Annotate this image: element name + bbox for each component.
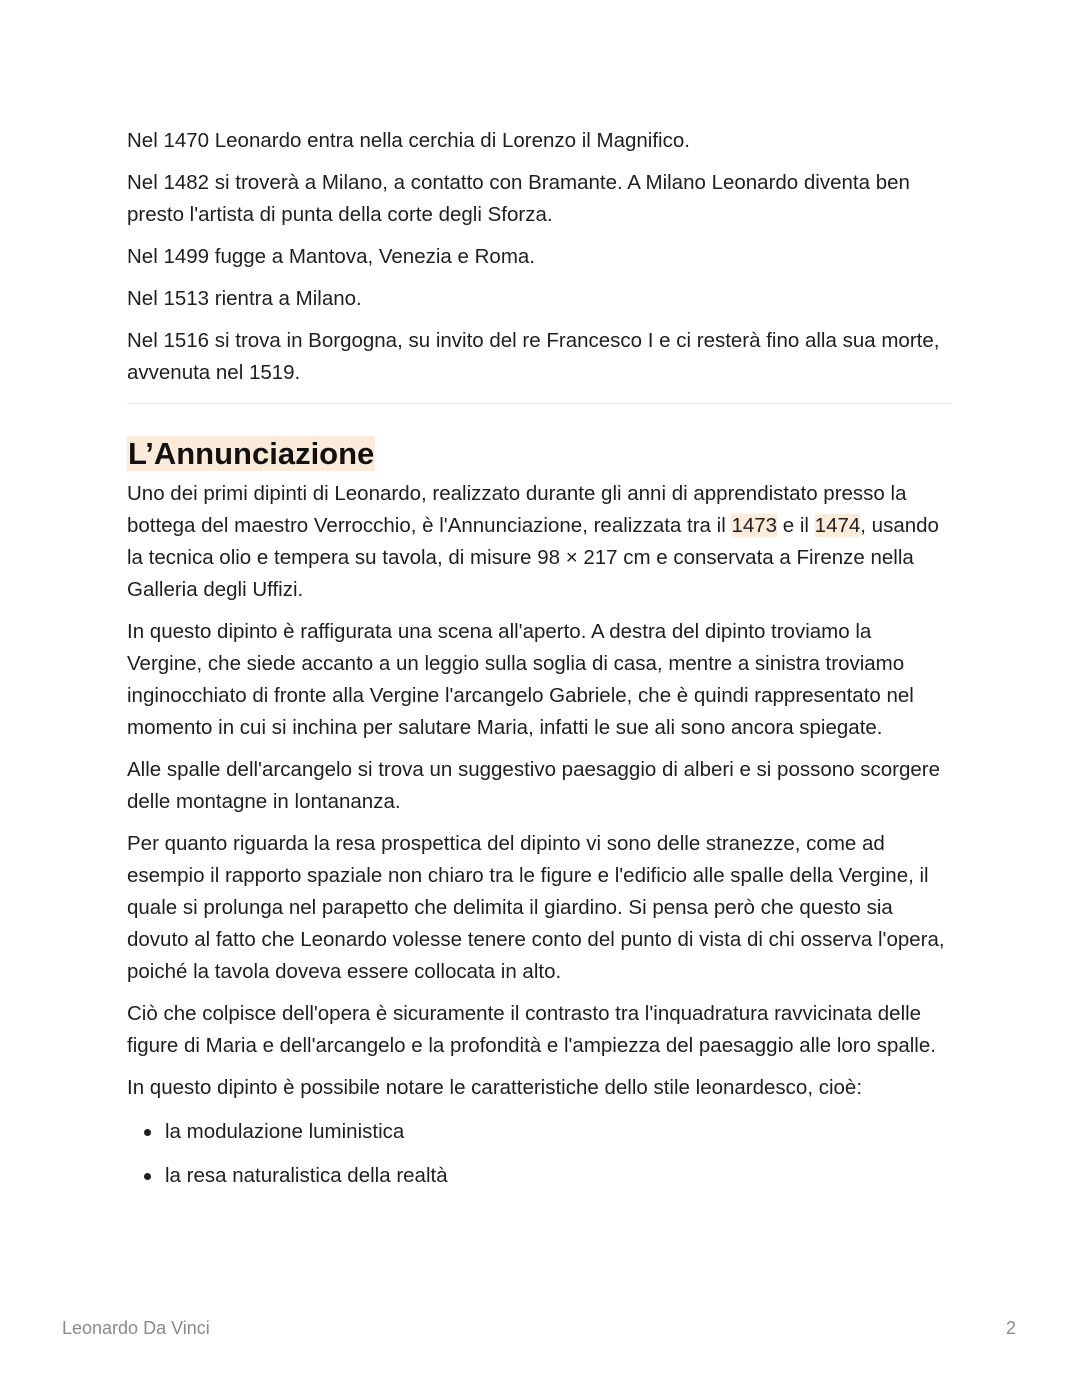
list-item: la modulazione luministica <box>165 1116 952 1148</box>
timeline-entry-1516: Nel 1516 si trova in Borgogna, su invito del re Francesco I e ci resterà fino alla sua morte, avvenuta nel 1519. <box>127 329 940 384</box>
highlighted-year-start: 1473 <box>731 514 778 537</box>
footer-document-title: Leonardo Da Vinci <box>62 1318 210 1338</box>
section-divider <box>127 403 952 404</box>
paragraph-contrast: Ciò che colpisce dell'opera è sicuramente il contrasto tra l'inquadratura ravvicinata delle figure di Maria e dell'arcangelo e la profondità e l'ampiezza del paesaggio alle loro spalle. <box>127 1002 936 1057</box>
paragraph-style-intro: In questo dipinto è possibile notare le caratteristiche dello stile leonardesco, cioè: <box>127 1076 863 1099</box>
intro-text-part-1: Uno dei primi dipinti di Leonardo, realizzato durante gli anni di apprendistato presso la bottega del maestro Verrocchio, è l'Annunciazione, realizzata tra il <box>127 482 907 537</box>
paragraph-perspective: Per quanto riguarda la resa prospettica del dipinto vi sono delle stranezze, come ad esempio il rapporto spaziale non chiaro tra le figure e l'edificio alle spalle della Vergine, il quale si prolunga nel parapetto che delimita il giardino. Si pensa però che questo sia dovuto al fatto che Leonardo volesse tenere conto del punto di vista di chi osserva l'opera, poiché la tavola doveva essere collocata in alto. <box>127 832 945 983</box>
intro-text-part-2: e il <box>777 514 815 537</box>
highlighted-year-end: 1474 <box>814 514 861 537</box>
timeline-entry-1499: Nel 1499 fugge a Mantova, Venezia e Roma. <box>127 245 535 268</box>
intro-text-part-3: , usando la tecnica olio e tempera su tavola, di misure 98 × 217 cm e conservata a Firenze nella Galleria degli Uffizi. <box>127 514 939 601</box>
style-characteristics-list <box>127 1116 952 1192</box>
document-body <box>127 125 952 1204</box>
paragraph-landscape: Alle spalle dell'arcangelo si trova un suggestivo paesaggio di alberi e si possono scorgere delle montagne in lontananza. <box>127 758 941 813</box>
section-heading-text: L’Annunciazione <box>128 436 375 471</box>
timeline-entry-1513: Nel 1513 rientra a Milano. <box>127 287 362 310</box>
paragraph-scene-description: In questo dipinto è raffigurata una scena all'aperto. A destra del dipinto troviamo la Vergine, che siede accanto a un leggio sulla soglia di casa, mentre a sinistra troviamo inginocchiato di fronte alla Vergine l'arcangelo Gabriele, che è quindi rappresentato nel momento in cui si inchina per salutare Maria, infatti le sue ali sono ancora spiegate. <box>127 620 914 739</box>
list-item: la resa naturalistica della realtà <box>165 1160 952 1192</box>
timeline-entry-1470: Nel 1470 Leonardo entra nella cerchia di Lorenzo il Magnifico. <box>127 129 690 152</box>
section-heading <box>127 434 952 474</box>
footer-page-number: 2 <box>1005 1318 1016 1338</box>
timeline-entry-1482: Nel 1482 si troverà a Milano, a contatto con Bramante. A Milano Leonardo diventa ben presto l'artista di punta della corte degli Sforza. <box>127 171 910 226</box>
intro-paragraph <box>127 478 952 606</box>
